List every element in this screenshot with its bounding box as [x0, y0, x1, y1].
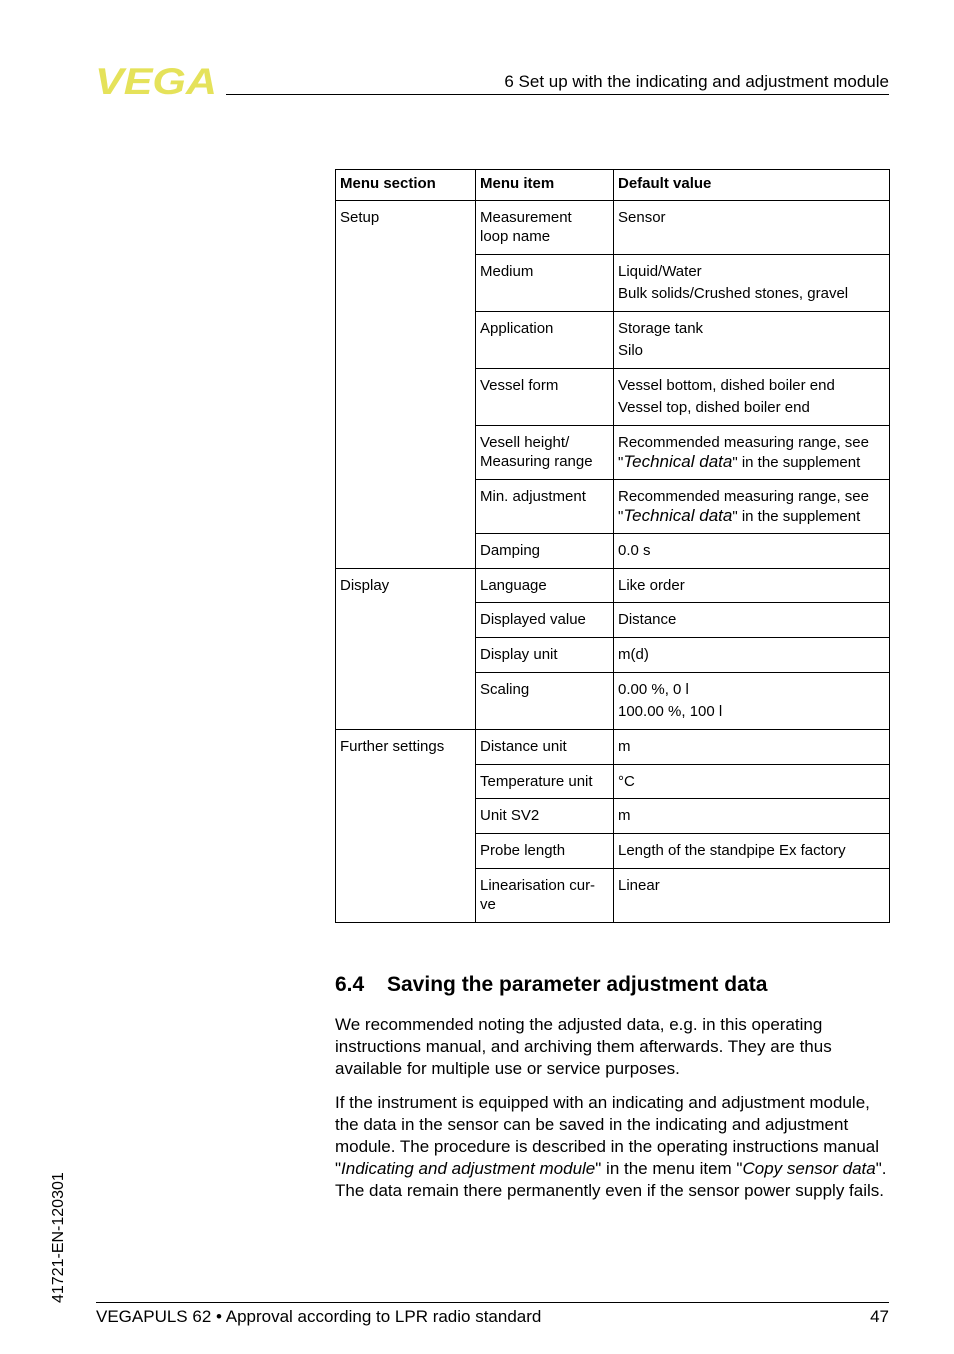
- paragraph-1: We recommended noting the adjusted data, e.g. in this operating instructions manual, and archiving them afterwards. They are thus available for multiple use or service purposes.: [335, 1015, 832, 1078]
- menu-item: Language: [476, 569, 614, 603]
- default-value: Length of the standpipe Ex factory: [614, 834, 890, 869]
- table-row: [336, 201, 890, 255]
- page-number: 47: [870, 1307, 889, 1326]
- default-value: Liquid/Water Bulk solids/Crushed stones, gravel: [614, 255, 890, 312]
- table-header-row: [336, 170, 890, 201]
- table-row: [336, 730, 890, 765]
- menu-item: Temperature unit: [476, 765, 614, 799]
- document-code: 41721-EN-120301: [50, 1172, 67, 1303]
- menu-item: Measurement loop name: [476, 201, 614, 255]
- header-menu-section: Menu section: [336, 170, 476, 201]
- menu-item: Min. adjustment: [476, 480, 614, 534]
- default-value: Storage tank Silo: [614, 312, 890, 369]
- default-value: Like order: [614, 569, 890, 603]
- default-value: 0.0 s: [614, 534, 890, 569]
- menu-item: Linearisation cur- ve: [476, 869, 614, 923]
- menu-item: Vesell height/ Measuring range: [476, 426, 614, 480]
- menu-item: Scaling: [476, 673, 614, 730]
- menu-item: Probe length: [476, 834, 614, 869]
- default-value: °C: [614, 765, 890, 799]
- menu-item: Displayed value: [476, 603, 614, 638]
- section-display: Display: [336, 569, 476, 730]
- default-value: Recommended measuring range, see "Technical data" in the supplement: [614, 426, 890, 480]
- default-value: m: [614, 799, 890, 834]
- footer-rule: [96, 1302, 889, 1303]
- header-rule: [226, 94, 889, 95]
- section-heading: [335, 973, 767, 997]
- default-value: m: [614, 730, 890, 765]
- default-value: 0.00 %, 0 l 100.00 %, 100 l: [614, 673, 890, 730]
- menu-item: Distance unit: [476, 730, 614, 765]
- menu-item: Medium: [476, 255, 614, 312]
- default-value: Sensor: [614, 201, 890, 255]
- default-value: Vessel bottom, dished boiler end Vessel top, dished boiler end: [614, 369, 890, 426]
- menu-item: Damping: [476, 534, 614, 569]
- default-value: Distance: [614, 603, 890, 638]
- section-further-settings: Further settings: [336, 730, 476, 923]
- section-setup: Setup: [336, 201, 476, 569]
- section-title: Saving the parameter adjustment data: [387, 973, 768, 996]
- default-values-table: [335, 169, 890, 923]
- chapter-title: 6 Set up with the indicating and adjustment module: [504, 72, 889, 91]
- vega-logo: [95, 64, 219, 101]
- default-value: Linear: [614, 869, 890, 923]
- menu-item: Vessel form: [476, 369, 614, 426]
- table-row: [336, 569, 890, 603]
- header-default-value: Default value: [614, 170, 890, 201]
- default-value: m(d): [614, 638, 890, 673]
- footer-product-title: VEGAPULS 62 • Approval according to LPR radio standard: [96, 1307, 542, 1326]
- menu-item: Unit SV2: [476, 799, 614, 834]
- menu-item: Display unit: [476, 638, 614, 673]
- svg-text:VEGA: VEGA: [95, 64, 217, 96]
- header-menu-item: Menu item: [476, 170, 614, 201]
- menu-item: Application: [476, 312, 614, 369]
- paragraph-2: If the instrument is equipped with an indicating and adjustment module, the data in the sensor can be saved in the indicating and adjustment module. The procedure is described in the operating instructions manual "Indicating and adjustment module" in the menu item "Copy sensor data". The data remain there permanently even if the sensor power supply fails.: [335, 1093, 887, 1200]
- section-number: 6.4: [335, 973, 365, 996]
- default-value: Recommended measuring range, see "Technical data" in the supplement: [614, 480, 890, 534]
